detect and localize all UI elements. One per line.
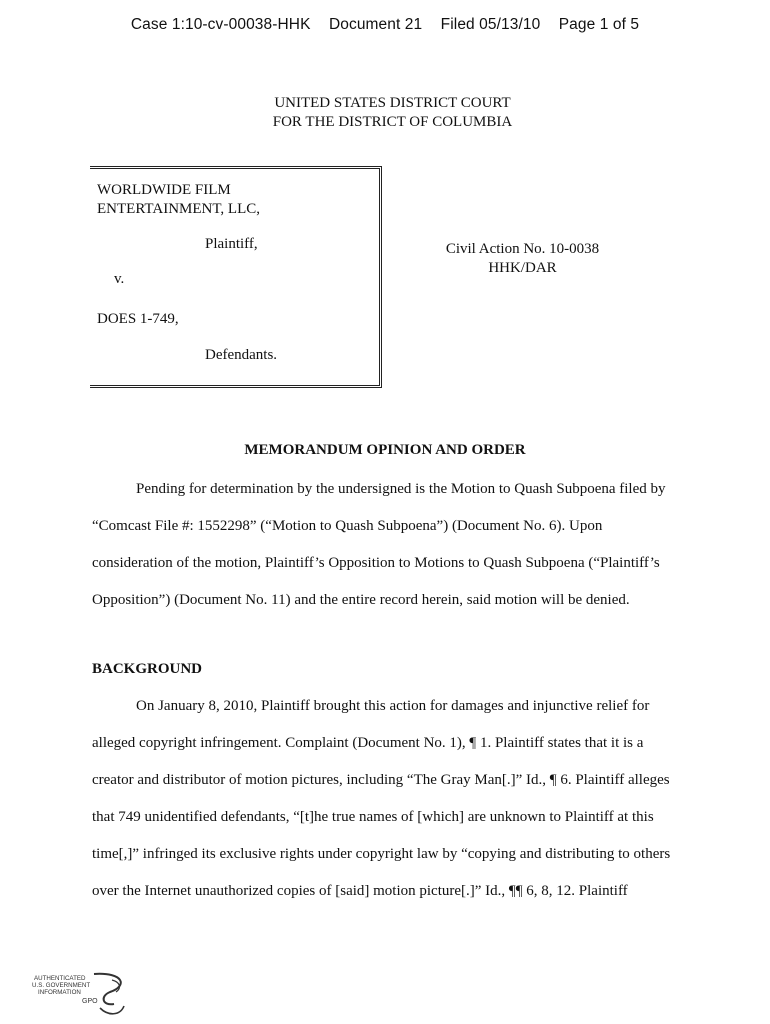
- court-name: [0, 94, 770, 132]
- case-number: Case 1:10-cv-00038-HHK: [130, 16, 311, 33]
- section-heading: BACKGROUND: [92, 661, 203, 677]
- seal-line-2: U.S. GOVERNMENT: [32, 982, 91, 989]
- court-line-1: UNITED STATES DISTRICT COURT: [274, 95, 511, 111]
- court-line-2: FOR THE DISTRICT OF COLUMBIA: [272, 114, 513, 130]
- civil-action-line-2: HHK/DAR: [488, 260, 557, 276]
- versus: v.: [114, 271, 125, 287]
- gpo-authentication-seal-icon: [32, 970, 132, 1020]
- document-title: MEMORANDUM OPINION AND ORDER: [244, 442, 526, 458]
- seal-line-3: INFORMATION: [38, 989, 81, 996]
- paragraph-line: that 749 unidentified defendants, “[t]he true names of [which] are unknown to Plaintiff at this: [92, 809, 654, 825]
- document-number: Document 21: [328, 16, 423, 33]
- eagle-wing-icon: [94, 974, 121, 1004]
- intro-paragraph: [92, 471, 692, 619]
- case-header: [0, 16, 770, 34]
- defendant-name: DOES 1-749,: [97, 311, 179, 327]
- paragraph-line: consideration of the motion, Plaintiff’s Opposition to Motions to Quash Subpoena (“Plaintiff’s: [92, 555, 660, 571]
- seal-line-4: GPO: [82, 998, 98, 1005]
- paragraph-line: Pending for determination by the undersigned is the Motion to Quash Subpoena filed by: [136, 481, 666, 497]
- paragraph-line: creator and distributor of motion pictures, including “The Gray Man[.]” Id., ¶ 6. Plaintiff alleges: [92, 772, 670, 788]
- paragraph-line: time[,]” infringed its exclusive rights under copyright law by “copying and distributing to others: [92, 846, 671, 862]
- paragraph-line: Opposition”) (Document No. 11) and the entire record herein, said motion will be denied.: [92, 592, 630, 608]
- paragraph-line: “Comcast File #: 1552298” (“Motion to Quash Subpoena”) (Document No. 6). Upon: [92, 518, 603, 534]
- background-paragraph: [92, 688, 692, 910]
- paragraph-line: alleged copyright infringement. Complaint (Document No. 1), ¶ 1. Plaintiff states that it is a: [92, 735, 644, 751]
- page-indicator: Page 1 of 5: [558, 16, 640, 33]
- civil-action-number: [420, 240, 625, 278]
- eagle-tail-icon: [100, 1006, 124, 1014]
- plaintiff-role: Plaintiff,: [205, 236, 258, 252]
- plaintiff-name-line-2: ENTERTAINMENT, LLC,: [97, 201, 261, 217]
- paragraph-line: over the Internet unauthorized copies of [said] motion picture[.]” Id., ¶¶ 6, 8, 12. Plaintiff: [92, 883, 628, 899]
- defendant-role: Defendants.: [205, 347, 278, 363]
- civil-action-line-1: Civil Action No. 10-0038: [445, 241, 600, 257]
- seal-line-1: AUTHENTICATED: [34, 975, 86, 982]
- filed-date: Filed 05/13/10: [440, 16, 541, 33]
- plaintiff-name-line-1: WORLDWIDE FILM: [97, 182, 231, 198]
- paragraph-line: On January 8, 2010, Plaintiff brought this action for damages and injunctive relief for: [136, 698, 650, 714]
